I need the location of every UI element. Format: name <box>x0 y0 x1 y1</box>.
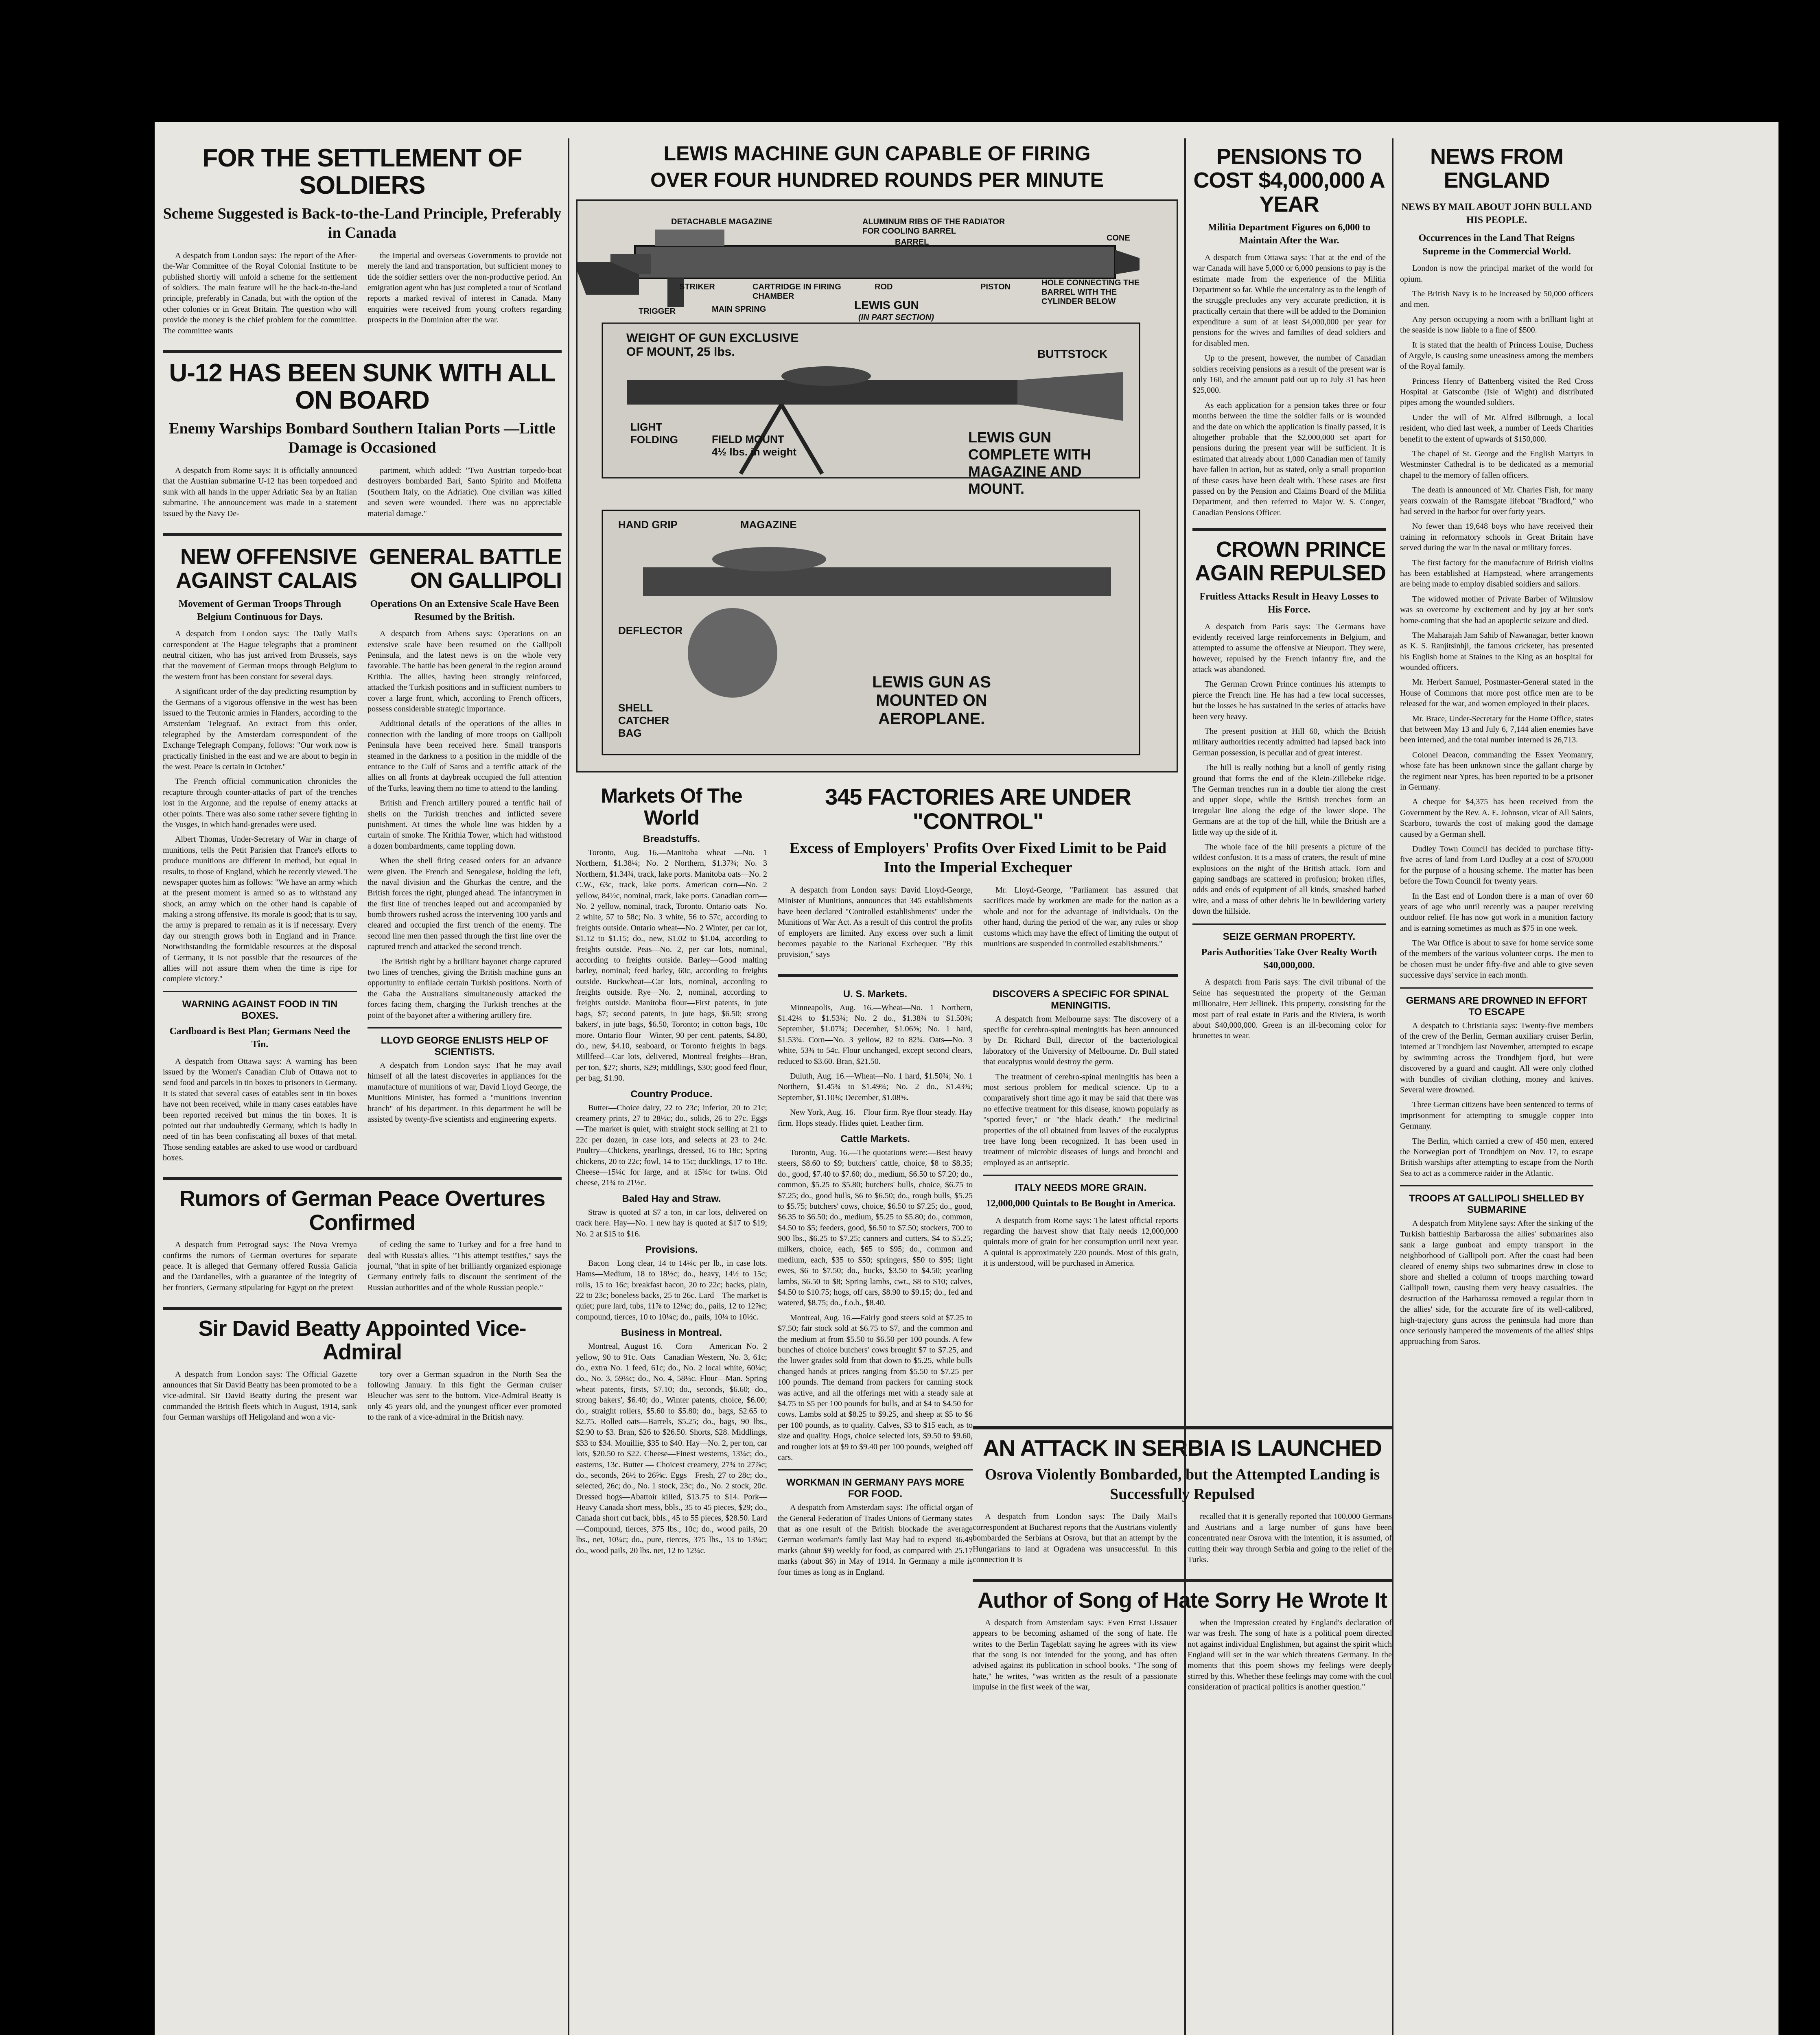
markets-column <box>576 782 767 1582</box>
news-item: The death is announced of Mr. Charles Fish, for many years coxwain of the Ramsgate lifeboat "Bradford," who had served in the harbor for over forty years. <box>1400 486 1593 516</box>
deck-calais: Movement of German Troops Through Belgium Continuous for Days. <box>178 598 341 622</box>
headline-hate: Author of Song of Hate Sorry He Wrote It <box>977 1588 1387 1613</box>
news-item: Any person occupying a room with a brilliant light at the seaside is now liable to a fine of $500. <box>1400 315 1593 335</box>
article-paragraph: partment, which added: "Two Austrian torpedo-boat destroyers bombarded Bari, Santo Spirito and Molfetta (Southern Italy, on the Adriatic). One civilian was killed and seven were wounded. There was no appreciable material damage." <box>368 466 562 518</box>
article-paragraph: Up to the present, however, the number of Canadian soldiers receiving pensions as a result of the present war is only 160, and the amount paid out up to July 31 has been $25,000. <box>1192 354 1386 395</box>
market-text: Duluth, Aug. 16.—Wheat—No. 1 hard, $1.50¾; No. 1 Northern, $1.45¾ to $1.49¾; No. 2 do., $1.43¾; September, $1.10⅜; December, $1.08⅝. <box>778 1072 973 1102</box>
news-item: The Maharajah Jam Sahib of Nawanagar, better known as K. S. Ranjitsinhji, the famous cricketer, has presented his English home at Staines to the King as an hospital for wounded officers. <box>1400 630 1593 672</box>
headline-calais: NEW OFFENSIVE AGAINST CALAIS <box>176 544 357 593</box>
news-item: Colonel Deacon, commanding the Essex Yeomanry, whose fate has been unknown since the gallant charge by the regiment near Ypres, has been reported to be a prisoner in Germany. <box>1400 750 1593 792</box>
article-paragraph: A despatch from Amsterdam says: Even Ernst Lissauer appears to be becoming ashamed of the song of hate. He writes to the Berlin Tageblatt saying he agrees with its view that the song is not intended for the young, and has often advised against its publication in school books. "The song of hate," he writes, "was written as the result of a passionate impulse in the first week of the war, <box>973 1618 1177 1692</box>
deck-serbia: Osrova Violently Bombarded, but the Attempted Landing is Successfully Repulsed <box>984 1466 1380 1503</box>
headline-settlement: FOR THE SETTLEMENT OF SOLDIERS <box>202 144 522 199</box>
market-text: New York, Aug. 16.—Flour firm. Rye flour steady. Hay firm. Hops steady. Hides quiet. Leather firm. <box>778 1108 973 1128</box>
news-item: Mr. Brace, Under-Secretary for the Home Office, states that between May 13 and July 6, 7,144 alien enemies have been interned, and the total number interned is 26,713. <box>1400 714 1593 745</box>
article-paragraph: A despatch from London says: The report of the After-the-War Committee of the Royal Colonial Institute to be published shortly will unfold a scheme for the settlement of soldiers. The main feature will be the back-to-the-land principle, preferably in Canada, but with the option of the other colonies or in Great Britain. The question who will provide the money is the chief problem for the committee. The committee wants <box>163 251 357 335</box>
news-item: London is now the principal market of the world for opium. <box>1400 264 1593 284</box>
news-item: Mr. Herbert Samuel, Postmaster-General stated in the House of Commons that more post office men are to be released for the war, and women employed in their places. <box>1400 678 1593 709</box>
headline-troops: TROOPS AT GALLIPOLI SHELLED BY SUBMARINE <box>1409 1193 1584 1216</box>
article-paragraph: A despatch from Rome says: It is officially announced that the Austrian submarine U-12 has been torpedoed and sunk with all hands in the upper Adriatic Sea by an Italian submarine. The announcement was made in a statement issued by the Navy De- <box>163 466 357 518</box>
label-aluminum-ribs: ALUMINUM RIBS OF THE RADIATOR FOR COOLING BARREL <box>862 217 1005 236</box>
label-lewis-gun: LEWIS GUN <box>854 299 919 311</box>
label-aeroplane: LEWIS GUN AS MOUNTED ON AEROPLANE. <box>872 673 991 728</box>
label-deflector: DEFLECTOR <box>618 624 683 637</box>
article-paragraph: The treatment of cerebro-spinal meningitis has been a most serious problem for medical science. Up to a comparatively short time ago it may be said that there was no effective treatment for this disease, known popularly as "spotted fever," or "the black death." The medicinal properties of the oil obtained from leaves of the eucalyptus tree have long been recognized. It has been used in treatment of microbic diseases of lungs and bronchi and employed as an antiseptic. <box>983 1072 1178 1167</box>
market-text: Montreal, Aug. 16.—Fairly good steers sold at $7.25 to $7.50; fair stock sold at $6.75 to $7, and the common and the medium at from $5.50 to $6.50 per 100 pounds. A few bunches of choice butchers' cows brought $7 to $7.25, and the lower grades sold from that down to $5.25, while bulls changed hands at prices ranging from $5.50 to $7.25 per 100 pounds. The demand from packers for canning stock was active, and all the offerings met with a steady sale at $4.75 to $5 per 100 pounds for bulls, and at $4 to $4.50 for cows. Lambs sold at $8.25 to $9.25, and sheep at $5 to $6 per 100 pounds, as to quality. Calves, $3 to $15 each, as to size and quality. Hogs, choice selected lots, $9.50 to $9.60, and rougher lots at $9 to $9.40 per 100 pounds, weighed off cars. <box>778 1313 973 1462</box>
column-rule <box>1392 138 1393 2035</box>
headline-markets: Markets Of The World <box>601 784 742 829</box>
article-paragraph: A significant order of the day predicting resumption by the Germans of a vigorous offensive in the west has been issued to the Teutonic armies in Flanders, according to the Amsterdam Telegraaf. An extract from this order, telegraphed by the Amsterdam correspondent of the Exchange Telegraph Company, follows: "Our work now is practically finished in the east and we are about to begin in the west. Peace is certain in October." <box>163 687 357 771</box>
label-weight: WEIGHT OF GUN EXCLUSIVE OF MOUNT, 25 lbs. <box>626 331 799 359</box>
news-item: Princess Henry of Battenberg visited the Red Cross Hospital at Gatscombe (Isle of Wight) and distributed pipes among the wounded soldiers. <box>1400 376 1593 407</box>
article-paragraph: A despatch from Mitylene says: After the sinking of the Turkish battleship Barbarossa the allies' submarines also sank a large gunboat and empty transport in the neighborhood of Gallipoli port. After the coast had been cleared of enemy ships two submarines drew in close to shore and shelled a column of troops marching toward Gallipoli town, causing them very heavy casualties. The destruction of the Barbarossa removed a regular thorn in the allies' side, for the accurate fire of its well-calibred, high-trajectory guns across the peninsula had more than once seriously hampered the movements of the allies' ships approaching from Saros. <box>1400 1219 1593 1346</box>
label-cartridge: CARTRIDGE IN FIRING CHAMBER <box>752 282 841 301</box>
article-paragraph: of ceding the same to Turkey and for a free hand to deal with Russia's allies. "This attempt testifies," says the journal, "that in spite of her brilliantly organized espionage Germany entirely fails to discount the sentiment of the Russian authorities and of the whole Russian people." <box>368 1240 562 1292</box>
news-item: The first factory for the manufacture of British violins has been established at Hampstead, where arrangements are being made to employ disabled soldiers and sailors. <box>1400 558 1593 589</box>
label-barrel: BARREL <box>895 238 929 247</box>
label-field-mount: FIELD MOUNT 4½ lbs. in weight <box>712 433 797 458</box>
headline-cattle: Cattle Markets. <box>840 1133 910 1144</box>
article-paragraph: when the impression created by England's declaration of war was fresh. The song of hate is a political poem directed not against individual Englishmen, but against the spirit which England will set in the war which threatens Germany. In the moments that this poem shows my feelings were deeply stirred by this. Whether these feelings may come with the cool consideration of practical politics is another question." <box>1188 1618 1392 1692</box>
headline-peace: Rumors of German Peace Overtures Confirmed <box>179 1186 545 1235</box>
article-paragraph: A despatch from Athens says: Operations on an extensive scale have been resumed on the Gallipoli Peninsula, and the latest news is on the whole very favorable. The battle has been general in the region around Krithia. The allies, having been strongly reinforced, attacked the Turkish positions and in sufficient numbers to cover a large front, which, according to French officers, possess considerable strategic importance. <box>368 629 562 714</box>
headline-drowned: GERMANS ARE DROWNED IN EFFORT TO ESCAPE <box>1406 995 1588 1017</box>
subhead-hay: Baled Hay and Straw. <box>622 1193 721 1204</box>
market-text: Toronto, Aug. 16.—Manitoba wheat —No. 1 Northern, $1.38¼; No. 2 Northern, $1.37¾; No. 3 Northern, $1.34¾, track, lake ports. Manitoba oats—No. 2 C.W., 63c, track, lake ports. American corn—No. 2 yellow, 84½c, nominal, track, lake ports. Canadian corn—No. 2 yellow, nominal, track, Toronto. Ontario oats—No. 2 white, 57 to 58c; No. 3 white, 56 to 57c, according to freights outside. Ontario wheat—No. 2 Winter, per car lot, $1.12 to $1.15; do., new, $1.02 to $1.04, according to freights outside. Peas—No. 2, per car lots, nominal, according to freights outside. Barley—Good malting barley, nominal; feed barley, 60c, according to freights outside. Buckwheat—Car lots, nominal, according to freights outside. Rye—No. 2, nominal, according to freights outside. Manitoba flour—First patents, in jute bags, $7; second patents, in jute bags, $6.50; strong bakers', in jute bags, $6.50, Toronto; in cotton bags, 10c more. Ontario flour—Winter, 90 per cent. patents, $4.80, do., new, $4.10, seaboard, or Toronto freights in bags. Millfeed—Car lots, delivered, Montreal freights—Bran, per ton, $27; shorts, $29; middlings, $30; good feed flour, per bag, $1.90. <box>576 848 767 1083</box>
deck-england-2: Occurrences in the Land That Reigns Supreme in the Commercial World. <box>1418 233 1575 257</box>
serbia-block <box>973 1416 1392 1696</box>
article-paragraph: A despatch from Paris says: The civil tribunal of the Seine has sequestrated the property of the German millionaire, Herr Jellinek. This property, consisting for the most part of real estate in Paris and the Riviera, is worth about $40,000,000. Green is an ill-becoming color for brunettes to wear. <box>1192 978 1386 1041</box>
label-in-part: (IN PART SECTION) <box>858 313 934 322</box>
label-cone: CONE <box>1107 234 1130 243</box>
label-complete: LEWIS GUN COMPLETE WITH MAGAZINE AND MOUNT. <box>968 429 1091 497</box>
deck-food: Cardboard is Best Plan; Germans Need the Tin. <box>169 1026 350 1050</box>
article-paragraph: Additional details of the operations of the allies in connection with the landing of more troops on Gallipoli Peninsula have been received here. Small transports steamed in the darkness to a position in the middle of the entrance to the Gulf of Saros and a terrific attack of the allies on all fronts at daybreak occupied the full attention of the Turks, leaving them no time to attend to the landing. <box>368 719 562 793</box>
headline-scientists: LLOYD GEORGE ENLISTS HELP OF SCIENTISTS. <box>381 1035 549 1057</box>
label-trigger: TRIGGER <box>639 307 676 316</box>
article-paragraph: The Berlin, which carried a crew of 450 men, entered the Norwegian port of Trondhjem on Nov. 17, to escape British warships after attempting to escape from the North Sea to act as a commerce raider in the Atlantic. <box>1400 1136 1593 1178</box>
aeroplane-gun-body <box>643 567 1111 596</box>
article-paragraph: The present position at Hill 60, which the British military authorities recently admitted had lapsed back into German possession, is peculiar and of great interest. <box>1192 727 1386 757</box>
deck-factories: Excess of Employers' Profits Over Fixed Limit to be Paid Into the Imperial Exchequer <box>789 839 1167 876</box>
deck-gallipoli: Operations On an Extensive Scale Have Been Resumed by the British. <box>370 598 559 622</box>
label-shell-catcher: SHELL CATCHER BAG <box>618 702 669 739</box>
market-text: Toronto, Aug. 16.—The quotations were:—Best heavy steers, $8.60 to $9; butchers' cattle, choice, $8 to $8.35; do., good, $7.40 to $7.60; do., medium, $6.50 to $7.20; do., common, $5.25 to $5.80; butchers' bulls, choice, $6.75 to $7.25; do., good bulls, $6 to $6.50; do., rough bulls, $5.25 to $5.75; butchers' cows, choice, $6.50 to $7.25; do., good, $6.35 to $6.50; do., medium, $5.25 to $5.80; do., common, $4.50 to $5; feeders, good, $6.50 to $7.50; stockers, 700 to 900 lbs., $6.25 to $7.25; canners and cutters, $4 to $5.25; milkers, choice, each, $65 to $95; do., common and medium, each, $35 to $50; springers, $50 to $95; light ewes, $6 to $7.50; do., bucks, $3.50 to $4.50; yearling lambs, $6.50 to $8; Spring lambs, cwt., $8 to $10; calves, $4.50 to $10.75; hogs, off cars, $8.90 to $9.15; do., fed and watered, $8.75; do., f.o.b., $8.40. <box>778 1148 973 1308</box>
article-paragraph: The British right by a brilliant bayonet charge captured two lines of trenches, giving the British machine guns an opportunity to enfilade certain Turkish positions. North of the Gaba the Australians simultaneously attacked the forces facing them, charging the Turkish trenches at the point of the bayonet after a withering artillery fire. <box>368 957 562 1020</box>
deck-u12: Enemy Warships Bombard Southern Italian Ports —Little Damage is Occasioned <box>169 420 556 457</box>
market-text: Montreal, August 16.— Corn — American No. 2 yellow, 90 to 91c. Oats—Canadian Western, No. 3, 61c; do., extra No. 1 feed, 61c; do., No. 2 local white, 60¼c; do., No. 3, 59¼c; do., No. 4, 58¼c. Flour—Man. Spring wheat patents, firsts, $7.10; do., seconds, $6.60; do., strong bakers', $6.40; do., Winter patents, choice, $6.00; do., straight rollers, $5.60 to $5.80; do., bags, $2.65 to $2.75. Rolled oats—Barrels, $5.25; do., bags, 90 lbs., $2.90 to $3. Bran, $26 to $26.50. Shorts, $28. Middlings, $33 to $34. Mouillie, $35 to $40. Hay—No. 2, per ton, car lots, $20.50 to $22. Cheese—Finest westerns, 13¼c; do., easterns, 13c. Butter — Choicest creamery, 27¾ to 27⅞c; do., seconds, 26½ to 26⅝c. Eggs—Fresh, 27 to 28c; do., selected, 26c; do., No. 1 stock, 23c; do., No. 2 stock, 20c. Dressed hogs—Abattoir killed, $13.75 to $14. Pork—Heavy Canada short mess, bbls., 35 to 45 pieces, $29; do., Canada short cut back, bbls., 45 to 55 pieces, $28.50. Lard—Compound, tierces, 375 lbs., 10c; do., wood pails, 20 lbs., net, 10¼c; do., pure, tierces, 375 lbs., 13 to 13¼c; do., wood pails, 20 lbs. net, 12 to 12¼c. <box>576 1342 767 1555</box>
article-paragraph: The German Crown Prince continues his attempts to pierce the French line. He has had a few local successes, but the losses he has sustained in the series of attacks have been very heavy. <box>1192 680 1386 721</box>
subhead-provisions: Provisions. <box>645 1244 698 1255</box>
headline-factories: 345 FACTORIES ARE UNDER "CONTROL" <box>825 784 1131 834</box>
article-paragraph: Albert Thomas, Under-Secretary of War in charge of munitions, tells the Petit Parisien that France's efforts to produce munitions are different in method, but equal in results, to those of England, which he recently viewed. The newspaper quotes him as follows: "We have an army which at the present moment is armed so as to withstand any shock, an army which on the other hand is capable of making a strong offensive. Its morale is good; that is to say, the army is prepared to remain as it is if necessary. Every day our strength grows both in England and in France. Notwithstanding the formidable resources at the disposal of Germany, it is not possible that the resources of the allies will not assure them when the time is ripe for complete victory." <box>163 835 357 984</box>
news-item: The War Office is about to save for home service some of the members of the various volunteer corps. The men to be chosen must be under fifty-five and able to give seven successive days' service in each month. <box>1400 939 1593 980</box>
label-detachable-magazine: DETACHABLE MAGAZINE <box>671 217 772 226</box>
article-paragraph: The French official communication chronicles the recapture through counter-attacks of part of the trenches lost in the Argonne, and the repulse of enemy attacks at other points. There was also some rather severe fighting in the Vosges, in which hand-grenades were used. <box>163 777 357 829</box>
article-paragraph: A despatch from Paris says: The Germans have evidently received large reinforcements in Belgium, and attempted to assume the offensive at Nieuport. They were, however, repulsed by the French infantry fire, and the attack was abandoned. <box>1192 622 1386 674</box>
aeroplane-magazine <box>712 547 826 571</box>
market-text: Straw is quoted at $7 a ton, in car lots, delivered on track here. Hay—No. 1 new hay is quoted at $17 to $19; No. 2 at $15 to $16. <box>576 1208 767 1239</box>
market-text: Minneapolis, Aug. 16.—Wheat—No. 1 Northern, $1.42¼ to $1.53¾; No. 2 do., $1.38¾ to $1.50¾; September, $1.07¾; December, $1.06⅝; No. 1 hard, $1.53¾. Corn—No. 3 yellow, 82 to 82¾. Oats—No. 3 white, 53¾ to 54c. Flour unchanged, except second clears, reduced to $3.60. Bran, $21.50. <box>778 1003 973 1066</box>
pensions-column <box>1192 142 1386 1046</box>
article-paragraph: recalled that it is generally reported that 100,000 Germans and Austrians and a large number of guns have been concentrated near Osrova with the intention, it is assumed, of cutting their way through Serbia and going to the relief of the Turks. <box>1188 1512 1392 1565</box>
headline-crown-prince: CROWN PRINCE AGAIN REPULSED <box>1194 537 1386 586</box>
article-paragraph: When the shell firing ceased orders for an advance were given. The French and Senegalese, holding the left, the naval division and the Ghurkas the centre, and the British forces the right, plunged ahead. The infantrymen in the first line of trenches leaped out and accompanied by bomb throwers rushed across the intervening 100 yards and cleared and occupied the first trench of the enemy. The second line men then passed through the first line over the captured trench and attacked the second trench. <box>368 856 562 952</box>
article-paragraph: A despatch from Rome says: The latest official reports regarding the harvest show that Italy needs 12,000,000 quintals more of grain for her consumption until next year. A quintal is approximately 220 pounds. Most of this grain, it is understood, will be purchased in America. <box>983 1216 1178 1268</box>
headline-workman: WORKMAN IN GERMANY PAYS MORE FOR FOOD. <box>786 1477 964 1500</box>
article-paragraph: A despatch from London says: That he may avail himself of all the latest discoveries in appliances for the manufacture of munitions of war, David Lloyd George, the Munitions Minister, has formed a "munitions invention branch" of his department. In this department he will be assisted by twenty-five scientists and engineering experts. <box>368 1061 562 1124</box>
article-paragraph: The hill is really nothing but a knoll of gently rising ground that forms the end of the Klein-Zillebeke ridge. The German trenches run in a double tier along the crest and upper slope, while the British trenches form an irregular line along the edge of the lower slope. The Germans are at the top of the hill, while the British are a little way up the side of it. <box>1192 763 1386 837</box>
article-paragraph: A despatch from London says: David Lloyd-George, Minister of Munitions, announces that 345 establishments have been declared "Controlled establishments" under the Munitions of War Act. As a result of this control the profits of employers are limited. Any excess over such a limit becomes payable to the National Exchequer. "By this provision," says <box>778 885 973 959</box>
gun-barrel-section <box>635 246 1115 278</box>
news-item: The British Navy is to be increased by 50,000 officers and men. <box>1400 289 1593 309</box>
gun-magazine <box>655 230 724 246</box>
article-paragraph: A despatch to Christiania says: Twenty-five members of the crew of the Berlin, German auxiliary cruiser Berlin, interned at Trondhjem last November, attempted to escape by swimming across the Trondhjem fjord, but were discovered by a guard and caught. All were only clothed with bundles of civilian clothing, money and knives. Several were drowned. <box>1400 1021 1593 1094</box>
article-paragraph: A despatch from Ottawa says: That at the end of the war Canada will have 5,000 or 6,000 pensions to pay is the estimate made from the experience of the Militia Department so far. While the uncertainty as to the length of the struggle precludes any very accurate prediction, it is practically certain that there will be added to the Dominion expenditure a sum of at least $4,000,000 per year for pensions for the wives and families of dead soldiers and for disabled men. <box>1192 253 1386 348</box>
article-paragraph: A despatch from London says: The Daily Mail's correspondent at The Hague telegraphs that a prominent neutral citizen, who has just arrived from Brussels, says that the movement of German troops through Belgium to the western front has been constant for several days. <box>163 629 357 681</box>
headline-serbia: AN ATTACK IN SERBIA IS LAUNCHED <box>982 1435 1382 1461</box>
center-column <box>576 142 1178 1582</box>
news-item: The chapel of St. George and the English Martyrs in Westminster Cathedral is to be dedicated as a memorial chapel to the memory of fallen officers. <box>1400 449 1593 480</box>
news-item: No fewer than 19,648 boys who have received their training in reformatory schools in Great Britain have served during the war in the naval or military forces. <box>1400 522 1593 553</box>
headline-italy: ITALY NEEDS MORE GRAIN. <box>1015 1182 1147 1194</box>
headline-food: WARNING AGAINST FOOD IN TIN BOXES. <box>182 998 338 1021</box>
column-rule <box>568 138 569 2035</box>
market-text: Bacon—Long clear, 14 to 14¼c per lb., in case lots. Hams—Medium, 18 to 18½c; do., heavy, 14½ to 15c; rolls, 15 to 16c; breakfast bacon, 20 to 22c; backs, plain, 22 to 23c; boneless backs, 25 to 26c. Lard—The market is quiet; pure lard, tubs, 11⅞ to 12¼c; do., pails, 12 to 12⅞c; compound, tierces, 10 to 10¼c; do., pails, 10¼ to 10½c. <box>576 1258 767 1322</box>
figure-title-line1: LEWIS MACHINE GUN CAPABLE OF FIRING <box>663 142 1091 165</box>
article-paragraph: A despatch from Petrograd says: The Nova Vremya confirms the rumors of German overtures for separate peace. It is alleged that Germany offered Russia Galicia and the Dardanelles, with a guarantee of the integrity of her frontiers, Germany stipulating for Egypt on the pretext <box>163 1240 357 1292</box>
news-item: Dudley Town Council has decided to purchase fifty-five acres of land from Lord Dudley at a cost of $70,000 for the purpose of a housing scheme. The matter has been before the Town Council for twenty years. <box>1400 844 1593 886</box>
headline-us-markets: U. S. Markets. <box>843 988 908 1000</box>
left-column <box>163 142 562 1427</box>
gun-magazine-drum <box>781 366 871 386</box>
article-paragraph: A despatch from Melbourne says: The discovery of a specific for cerebro-spinal meningitis has been announced by Dr. Richard Bull, director of the bacteriological laboratory of the University of Melbourne. Dr. Bull stated that eucalyptus would destroy the germ. <box>983 1014 1178 1067</box>
article-paragraph: A despatch from Ottawa says: A warning has been issued by the Women's Canadian Club of Ottawa not to send food and parcels in tin boxes to prisoners in Germany. It is stated that several cases of eatables sent in tin boxes have not been received, while in many cases eatables have been reported received but minus the tin boxes. It is pointed out that undoubtedly Germany, which is badly in need of tin has been confiscating all boxes of that metal. Those sending eatables are asked to use wood or cardboard boxes. <box>163 1057 357 1163</box>
headline-england: NEWS FROM ENGLAND <box>1430 144 1563 193</box>
news-item: Under the will of Mr. Alfred Bilbrough, a local resident, who died last week, a number of Leeds Charities benefit to the extent of upwards of $150,000. <box>1400 413 1593 444</box>
lewis-gun-illustration <box>576 199 1178 772</box>
label-magazine: MAGAZINE <box>740 519 797 531</box>
article-paragraph: A despatch from London says: The Official Gazette announces that Sir David Beatty has been promoted to be a vice-admiral. Sir David Beatty during the present war commanded the British fleets which in August, 1914, sank four German warships off Heligoland and won a vic- <box>163 1370 357 1422</box>
deck-property: Paris Authorities Take Over Realty Worth $40,000,000. <box>1201 947 1377 971</box>
subhead-breadstuffs: Breadstuffs. <box>643 834 700 845</box>
label-striker: STRIKER <box>679 282 715 291</box>
headline-meningitis: DISCOVERS A SPECIFIC FOR SPINAL MENINGITIS. <box>993 988 1169 1011</box>
label-rod: ROD <box>875 282 893 291</box>
article-paragraph: A despatch from London says: The Daily Mail's correspondent at Bucharest reports that the Austrians violently bombarded the Serbians at Osrova, but that an attempt by the Hungarians to land at Ogradena was unsuccessful. In this connection it is <box>973 1512 1177 1565</box>
label-piston: PISTON <box>980 282 1011 291</box>
label-hole: HOLE CONNECTING THE BARREL WITH THE CYLINDER BELOW <box>1041 278 1140 306</box>
subhead-montreal: Business in Montreal. <box>621 1327 722 1339</box>
gun-cone <box>1115 250 1140 274</box>
deck-settlement: Scheme Suggested is Back-to-the-Land Principle, Preferably in Canada <box>163 205 562 242</box>
headline-u12: U-12 HAS BEEN SUNK WITH ALL ON BOARD <box>169 359 556 414</box>
deck-italy: 12,000,000 Quintals to Be Bought in America. <box>986 1198 1176 1209</box>
label-hand-grip: HAND GRIP <box>618 519 678 531</box>
headline-pensions: PENSIONS TO COST $4,000,000 A YEAR <box>1193 144 1385 217</box>
article-paragraph: tory over a German squadron in the North Sea the following January. In this fight the German cruiser Bleucher was sent to the bottom. Vice-Admiral Beatty is only 45 years old, and the youngest officer ever promoted to the rank of a vice-admiral in the British navy. <box>368 1370 562 1422</box>
shell-catcher-bag <box>688 608 777 698</box>
deck-crown-prince: Fruitless Attacks Result in Heavy Losses to His Force. <box>1199 591 1379 615</box>
label-main-spring: MAIN SPRING <box>712 305 766 314</box>
news-item: The widowed mother of Private Barber of Wilmslow was so overcome by excitement and by joy at her son's home-coming that she had an apoplectic seizure and died. <box>1400 594 1593 625</box>
headline-gallipoli: GENERAL BATTLE ON GALLIPOLI <box>369 544 562 593</box>
england-column <box>1400 142 1766 1351</box>
article-paragraph: British and French artillery poured a terrific hail of shells on the Turkish trenches and inflicted severe punishment. At times the whole line was hidden by a curtain of smoke. The Krithia Tower, which had withstood a dozen bombardments, came toppling down. <box>368 799 562 851</box>
column-rule <box>1184 138 1186 2035</box>
article-paragraph: Mr. Lloyd-George, "Parliament has assured that sacrifices made by workmen are made for the nation as a whole and not for the advantage of individuals. On the other hand, during the period of the war, any rules or shop customs which may have the effect of limiting the output of munitions are suspended in controlled establishments." <box>983 885 1178 948</box>
article-paragraph: the Imperial and overseas Governments to provide not merely the land and transportation, but sufficient money to tide the soldier settlers over the non-productive period. An emigration agent who has just completed a tour of Scotland reports a marked revival of interest in Canada. Many enquiries were received from young crofters regarding prospects in the Dominion after the war. <box>368 251 562 325</box>
subhead-produce: Country Produce. <box>630 1088 713 1100</box>
figure-title-line2: OVER FOUR HUNDRED ROUNDS PER MINUTE <box>650 168 1104 191</box>
article-paragraph: Three German citizens have been sentenced to terms of imprisonment for attempting to smuggle copper into Germany. <box>1400 1100 1593 1131</box>
article-paragraph: The whole face of the hill presents a picture of the wildest confusion. It is a mass of craters, the result of mine explosions on the night of the British attack. Torn and gaping sandbags are scattered in profusion; broken rifles, odds and ends of equipment of all kinds, smashed barbed wire, and a mass of other debris lie in bewildering variety down the hillside. <box>1192 842 1386 916</box>
market-text: Butter—Choice dairy, 22 to 23c; inferior, 20 to 21c; creamery prints, 27 to 28½c; do., solids, 26 to 27c. Eggs—The market is quiet, with straight stock selling at 21 to 22c per dozen, in case lots, and selects at 23 to 24c. Poultry—Chickens, yearlings, dressed, 16 to 18c; Spring chickens, 20 to 22c; fowl, 14 to 15c; ducklings, 17 to 18c. Cheese—15¼c for large, and at 15¾c for twins. Old cheese, 21¾ to 21½c. <box>576 1103 767 1188</box>
news-item: In the East end of London there is a man of over 60 years of age who until recently was a pauper receiving outdoor relief. He has now got work in a munition factory and is earning sometimes as much as $75 in one week. <box>1400 891 1593 933</box>
label-light-folding: LIGHT FOLDING <box>630 421 678 446</box>
article-paragraph: As each application for a pension takes three or four months between the time the soldier falls or is wounded and the date on which the application is finally passed, it is altogether probable that the $2,000,000 set apart for pensions during the present year will be sufficient. It is estimated that already about 1,000 Canadian men of family have fallen in action, but as stated, only a small proportion of these cases have been dealt with. These cases are first passed on by the Pension and Claims Board of the Militia Department, and then referred to Major W. S. Conger, Canadian Pensions Officer. <box>1192 400 1386 517</box>
deck-england: NEWS BY MAIL ABOUT JOHN BULL AND HIS PEOPLE. <box>1401 201 1592 226</box>
headline-beatty: Sir David Beatty Appointed Vice-Admiral <box>198 1316 526 1365</box>
news-item: A cheque for $4,375 has been received from the Government by the Rev. A. E. Johnson, vicar of All Saints, Scarboro, towards the cost of making good the damage caused by a German shell. <box>1400 797 1593 839</box>
headline-property: SEIZE GERMAN PROPERTY. <box>1223 931 1356 942</box>
label-buttstock: BUTTSTOCK <box>1037 348 1108 360</box>
newspaper-page <box>155 122 1778 2035</box>
news-item: It is stated that the health of Princess Louise, Duchess of Argyle, is causing some uneasiness among the members of the Royal family. <box>1400 340 1593 371</box>
article-paragraph: A despatch from Amsterdam says: The official organ of the General Federation of Trades Unions of Germany states that as one result of the British blockade the average German workman's family last May had to expend 36.49 marks (about $9) weekly for food, as compared with 25.17 marks (about $6) in May of 1914. In Germany a mile is four times as long as in England. <box>778 1503 973 1577</box>
deck-pensions: Militia Department Figures on 6,000 to Maintain After the War. <box>1208 222 1371 246</box>
